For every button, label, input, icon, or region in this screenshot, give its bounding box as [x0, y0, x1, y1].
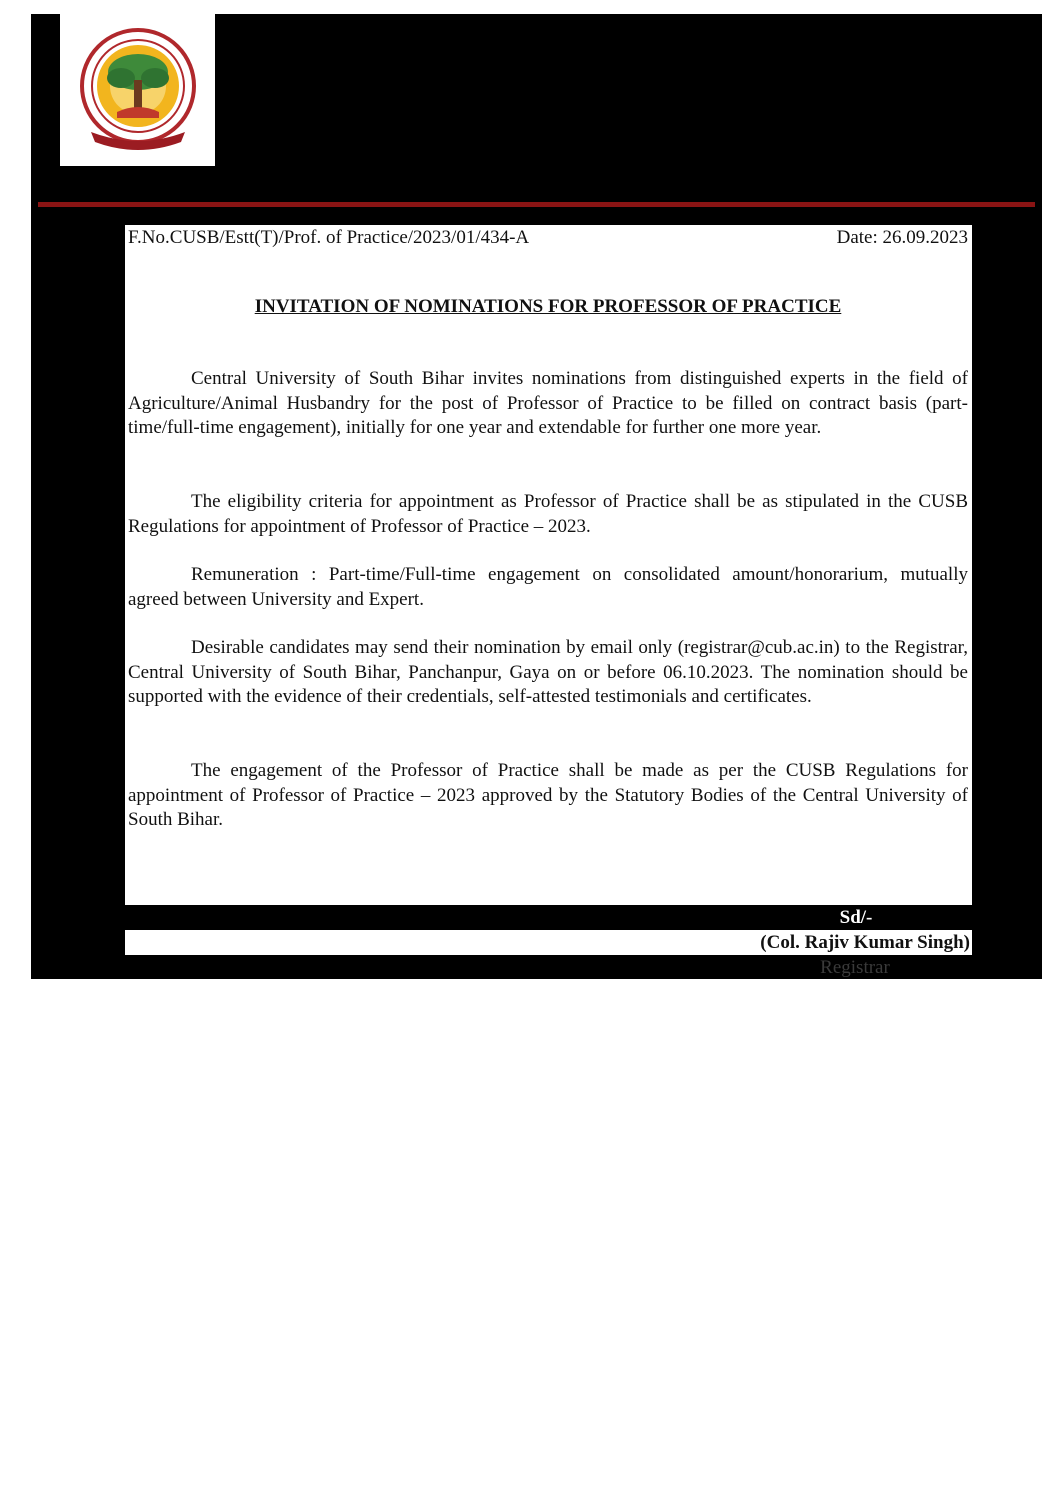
header-divider: [38, 202, 1035, 207]
paragraph-eligibility: The eligibility criteria for appointment as Professor of Practice shall be as stipulated in the CUSB Regulations for appointment of Professor of Practice – 2023.: [128, 491, 968, 537]
university-seal-icon: [77, 28, 199, 156]
paragraph-submission: Desirable candidates may send their nomination by email only (registrar@cub.ac.in) to the Registrar, Central University of South Bihar, Panchanpur, Gaya on or before 06.10.2023. The nomination should be supported with the evidence of their credentials, self-attested testimonials and certificates.: [128, 637, 968, 707]
notice-date: Date: 26.09.2023: [836, 227, 968, 248]
signature-sd: Sd/-: [839, 907, 873, 928]
paragraph-invitation: Central University of South Bihar invites nominations from distinguished experts in the field of Agriculture/Animal Husbandry for the post of Professor of Practice to be filled on contract basis (part-time/full-time engagement), initially for one year and extendable for further one more year.: [128, 368, 968, 438]
file-number: F.No.CUSB/Estt(T)/Prof. of Practice/2023/01/434-A: [128, 227, 530, 248]
paragraph-remuneration: Remuneration : Part-time/Full-time engagement on consolidated amount/honorarium, mutually agreed between University and Expert.: [128, 564, 968, 610]
notice-title: INVITATION OF NOMINATIONS FOR PROFESSOR OF PRACTICE: [254, 296, 842, 317]
signatory-name: (Col. Rajiv Kumar Singh): [760, 932, 970, 953]
redaction-bar: [125, 906, 701, 930]
university-logo: [60, 14, 215, 166]
reference-line: [128, 227, 968, 249]
paragraph-engagement: The engagement of the Professor of Practice shall be made as per the CUSB Regulations for appointment of Professor of Practice – 2023 approved by the Statutory Bodies of the Central University of South Bihar.: [128, 760, 968, 830]
signatory-designation: Registrar: [820, 957, 890, 978]
